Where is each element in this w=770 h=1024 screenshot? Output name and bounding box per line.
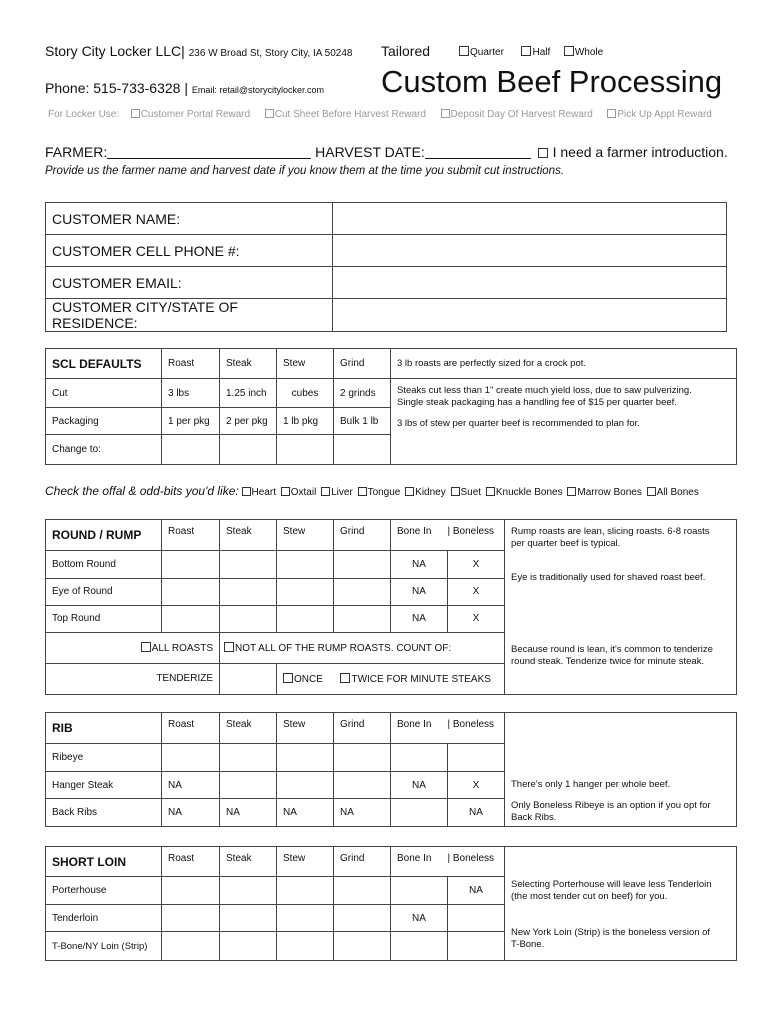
oxtail-label: Oxtail [290, 487, 317, 498]
rib-note-spacer [505, 744, 737, 772]
customer-city-label: CUSTOMER CITY/STATE OF RESIDENCE: [46, 299, 333, 332]
customer-table [45, 202, 727, 332]
tenderloin-label: Tenderloin [46, 905, 162, 932]
porterhouse-steak[interactable] [220, 877, 277, 905]
short-loin-note-1 [505, 877, 737, 905]
ribeye-grind[interactable] [334, 744, 391, 772]
back-ribs-steak: NA [220, 799, 277, 827]
change-grind-input[interactable] [334, 435, 391, 465]
suet-label: Suet [460, 487, 482, 498]
back-ribs-roast: NA [162, 799, 220, 827]
short-loin-note-1b: (the most tender cut on beef) for you. [511, 890, 668, 902]
offal-row [45, 484, 699, 498]
back-ribs-bone-in[interactable] [391, 799, 448, 827]
change-steak-input[interactable] [220, 435, 277, 465]
defaults-note-1: 3 lb roasts are perfectly sized for a crock pot. [391, 349, 737, 379]
ribeye-steak[interactable] [220, 744, 277, 772]
col-bone-in: Bone In [391, 847, 448, 877]
tenderize-label: TENDERIZE [46, 663, 220, 694]
rib-title: RIB [46, 713, 162, 744]
twice-checkbox[interactable] [340, 673, 350, 683]
hanger-bone-in: NA [391, 772, 448, 799]
change-stew-input[interactable] [277, 435, 334, 465]
hanger-steak[interactable] [220, 772, 277, 799]
bottom-round-bone-in: NA [391, 550, 448, 578]
all-bones-label: All Bones [656, 487, 699, 498]
eye-round-bone-in: NA [391, 578, 448, 605]
separator: | [184, 80, 188, 96]
back-ribs-stew: NA [277, 799, 334, 827]
pack-steak: 2 per pkg [220, 408, 277, 435]
not-all-roasts-label: NOT ALL OF THE RUMP ROASTS. COUNT OF: [235, 642, 452, 654]
eye-round-label: Eye of Round [46, 578, 162, 605]
top-round-steak[interactable] [220, 605, 277, 632]
col-grind: Grind [334, 349, 391, 379]
tenderloin-grind[interactable] [334, 905, 391, 932]
short-loin-note-blank [505, 847, 737, 877]
eye-round-steak[interactable] [220, 578, 277, 605]
tbone-roast[interactable] [162, 932, 220, 961]
tbone-boneless[interactable] [448, 932, 505, 961]
contact-line [45, 80, 324, 96]
all-bones-checkbox[interactable] [647, 487, 656, 496]
half-checkbox[interactable] [521, 46, 531, 56]
locker-use-row [48, 109, 712, 120]
tenderloin-boneless[interactable] [448, 905, 505, 932]
tongue-label: Tongue [367, 487, 401, 498]
eye-round-roast[interactable] [162, 578, 220, 605]
whole-label: Whole [574, 47, 604, 58]
bottom-round-stew[interactable] [277, 550, 334, 578]
company-name: Story City Locker LLC [45, 43, 182, 59]
round-note-1a: Rump roasts are lean, slicing roasts. 6-8 roasts [511, 526, 710, 537]
col-roast: Roast [162, 520, 220, 551]
company-line [45, 43, 353, 59]
col-roast: Roast [162, 349, 220, 379]
liver-label: Liver [331, 487, 353, 498]
porterhouse-label: Porterhouse [46, 877, 162, 905]
back-ribs-grind: NA [334, 799, 391, 827]
customer-email-label: CUSTOMER EMAIL: [46, 267, 333, 299]
round-note-1 [505, 520, 737, 551]
deposit-reward-label: Deposit Day Of Harvest Reward [450, 109, 593, 120]
col-steak: Steak [220, 713, 277, 744]
porterhouse-boneless: NA [448, 877, 505, 905]
col-bone-in: Bone In [391, 713, 448, 744]
round-note-3b: round steak. Tenderize twice for minute steak. [511, 656, 705, 668]
pack-roast: 1 per pkg [162, 408, 220, 435]
marrow-bones-checkbox[interactable] [567, 487, 576, 496]
knuckle-bones-label: Knuckle Bones [495, 487, 563, 498]
bottom-round-steak[interactable] [220, 550, 277, 578]
pack-stew: 1 lb pkg [277, 408, 334, 435]
tongue-checkbox[interactable] [358, 487, 367, 496]
ribeye-roast[interactable] [162, 744, 220, 772]
col-stew: Stew [277, 847, 334, 877]
kidney-checkbox[interactable] [405, 487, 414, 496]
porterhouse-roast[interactable] [162, 877, 220, 905]
porterhouse-bone-in[interactable] [391, 877, 448, 905]
locker-use-label: For Locker Use: [48, 109, 120, 120]
short-loin-note-1a: Selecting Porterhouse will leave less Tenderloin [511, 878, 712, 890]
defaults-notes [391, 379, 737, 465]
knuckle-bones-checkbox[interactable] [486, 487, 495, 496]
tbone-label: T-Bone/NY Loin (Strip) [46, 932, 162, 961]
tbone-stew[interactable] [277, 932, 334, 961]
cut-label: Cut [46, 379, 162, 408]
top-round-boneless: X [448, 605, 505, 632]
all-roasts-checkbox[interactable] [141, 642, 151, 652]
cut-sheet-reward-label: Cut Sheet Before Harvest Reward [274, 109, 426, 120]
pickup-reward-checkbox[interactable] [607, 109, 616, 118]
all-roasts-cell [46, 632, 220, 663]
tbone-bone-in[interactable] [391, 932, 448, 961]
hanger-stew[interactable] [277, 772, 334, 799]
farmer-instruction: Provide us the farmer name and harvest date if you know them at the time you submit cut instructions. [45, 165, 565, 177]
hanger-label: Hanger Steak [46, 772, 162, 799]
pickup-reward-label: Pick Up Appt Reward [617, 109, 712, 120]
tenderloin-steak[interactable] [220, 905, 277, 932]
farmer-intro-label: I need a farmer introduction. [552, 144, 728, 160]
ribeye-stew[interactable] [277, 744, 334, 772]
rib-note-1: There's only 1 hanger per whole beef. [505, 772, 737, 799]
col-grind: Grind [334, 520, 391, 551]
eye-round-boneless: X [448, 578, 505, 605]
quarter-label: Quarter [470, 47, 504, 58]
half-label: Half [532, 47, 551, 58]
col-steak: Steak [220, 520, 277, 551]
portal-reward-label: Customer Portal Reward [140, 109, 251, 120]
defaults-table [45, 348, 737, 465]
customer-name-input[interactable] [333, 203, 727, 235]
eye-round-grind[interactable] [334, 578, 391, 605]
heart-checkbox[interactable] [242, 487, 251, 496]
hanger-roast: NA [162, 772, 220, 799]
tenderloin-roast[interactable] [162, 905, 220, 932]
pack-grind: Bulk 1 lb [334, 408, 391, 435]
page-title: Custom Beef Processing [381, 64, 723, 99]
phone: Phone: 515-733-6328 [45, 80, 181, 96]
short-loin-table [45, 846, 737, 961]
once-label: ONCE [294, 673, 323, 685]
rib-note-2 [505, 799, 737, 827]
porterhouse-grind[interactable] [334, 877, 391, 905]
suet-checkbox[interactable] [451, 487, 460, 496]
customer-city-input[interactable] [333, 299, 727, 332]
tenderloin-stew[interactable] [277, 905, 334, 932]
col-roast: Roast [162, 713, 220, 744]
separator: | [181, 43, 185, 59]
ribeye-label: Ribeye [46, 744, 162, 772]
cut-steak: 1.25 inch [220, 379, 277, 408]
email: Email: retail@storycitylocker.com [191, 85, 325, 95]
once-checkbox[interactable] [283, 673, 293, 683]
rib-note-2a: Only Boneless Ribeye is an option if you opt for [511, 800, 711, 812]
change-roast-input[interactable] [162, 435, 220, 465]
deposit-reward-checkbox[interactable] [441, 109, 450, 118]
back-ribs-boneless: NA [448, 799, 505, 827]
defaults-note-3: 3 lbs of stew per quarter beef is recommended to plan for. [397, 418, 640, 429]
rib-note-2b: Back Ribs. [511, 812, 557, 824]
customer-email-input[interactable] [333, 267, 727, 299]
harvest-date-label: HARVEST DATE: [315, 144, 425, 160]
top-round-stew[interactable] [277, 605, 334, 632]
defaults-title: SCL DEFAULTS [46, 349, 162, 379]
marrow-bones-label: Marrow Bones [577, 487, 642, 498]
hanger-boneless: X [448, 772, 505, 799]
col-bone-in: Bone In [391, 520, 448, 551]
bottom-round-roast[interactable] [162, 550, 220, 578]
col-grind: Grind [334, 713, 391, 744]
portal-reward-checkbox[interactable] [131, 109, 140, 118]
all-roasts-label: ALL ROASTS [151, 642, 213, 654]
hanger-grind[interactable] [334, 772, 391, 799]
kidney-label: Kidney [415, 487, 446, 498]
round-note-1b: per quarter beef is typical. [511, 538, 621, 549]
tbone-steak[interactable] [220, 932, 277, 961]
round-table [45, 519, 737, 695]
offal-label: Check the offal & odd-bits you'd like: [45, 484, 239, 498]
cut-stew: cubes [277, 379, 334, 408]
harvest-date-field[interactable] [425, 145, 531, 159]
farmer-field[interactable] [107, 145, 311, 159]
packaging-label: Packaging [46, 408, 162, 435]
col-stew: Stew [277, 349, 334, 379]
tailored-label: Tailored [381, 43, 431, 59]
round-note-3a: Because round is lean, it's common to tenderize [511, 644, 713, 656]
porterhouse-stew[interactable] [277, 877, 334, 905]
ribeye-boneless[interactable] [448, 744, 505, 772]
whole-checkbox[interactable] [564, 46, 574, 56]
col-boneless: | Boneless [448, 847, 505, 877]
top-round-label: Top Round [46, 605, 162, 632]
share-options [459, 46, 603, 58]
cut-sheet-reward-checkbox[interactable] [265, 109, 274, 118]
farmer-row [45, 144, 728, 160]
twice-label: TWICE FOR MINUTE STEAKS [351, 673, 491, 685]
rib-note-blank [505, 713, 737, 744]
customer-phone-label: CUSTOMER CELL PHONE #: [46, 235, 333, 267]
round-note-2: Eye is traditionally used for shaved roast beef. [505, 550, 737, 605]
ribeye-bone-in[interactable] [391, 744, 448, 772]
farmer-intro-checkbox[interactable] [538, 148, 548, 158]
col-boneless: | Boneless [448, 520, 505, 551]
liver-checkbox[interactable] [321, 487, 330, 496]
not-all-roasts-checkbox[interactable] [224, 642, 234, 652]
tbone-grind[interactable] [334, 932, 391, 961]
top-round-grind[interactable] [334, 605, 391, 632]
quarter-checkbox[interactable] [459, 46, 469, 56]
cut-grind: 2 grinds [334, 379, 391, 408]
col-stew: Stew [277, 520, 334, 551]
oxtail-checkbox[interactable] [281, 487, 290, 496]
customer-phone-input[interactable] [333, 235, 727, 267]
farmer-label: FARMER: [45, 144, 108, 160]
bottom-round-grind[interactable] [334, 550, 391, 578]
heart-label: Heart [251, 487, 276, 498]
top-round-bone-in: NA [391, 605, 448, 632]
customer-name-label: CUSTOMER NAME: [46, 203, 333, 235]
defaults-note-2b: Single steak packaging has a handling fee of $15 per quarter beef. [397, 397, 677, 408]
short-loin-note-2 [505, 905, 737, 961]
round-note-3 [505, 605, 737, 694]
not-all-roasts-cell [220, 632, 505, 663]
tenderloin-bone-in: NA [391, 905, 448, 932]
col-stew: Stew [277, 713, 334, 744]
eye-round-stew[interactable] [277, 578, 334, 605]
col-roast: Roast [162, 847, 220, 877]
col-steak: Steak [220, 847, 277, 877]
col-boneless: | Boneless [448, 713, 505, 744]
col-steak: Steak [220, 349, 277, 379]
short-loin-title: SHORT LOIN [46, 847, 162, 877]
bottom-round-boneless: X [448, 550, 505, 578]
round-title: ROUND / RUMP [46, 520, 162, 551]
top-round-roast[interactable] [162, 605, 220, 632]
tenderize-spacer [220, 663, 277, 694]
cut-roast: 3 lbs [162, 379, 220, 408]
short-loin-note-2a: New York Loin (Strip) is the boneless version of [511, 927, 711, 939]
back-ribs-label: Back Ribs [46, 799, 162, 827]
change-to-label: Change to: [46, 435, 162, 465]
company-address: 236 W Broad St, Story City, IA 50248 [188, 48, 353, 59]
col-grind: Grind [334, 847, 391, 877]
rib-table [45, 712, 737, 827]
defaults-note-2a: Steaks cut less than 1" create much yield loss, due to saw pulverizing. [397, 385, 692, 396]
tenderize-options [277, 663, 505, 694]
bottom-round-label: Bottom Round [46, 550, 162, 578]
short-loin-note-2b: T-Bone. [511, 939, 545, 951]
